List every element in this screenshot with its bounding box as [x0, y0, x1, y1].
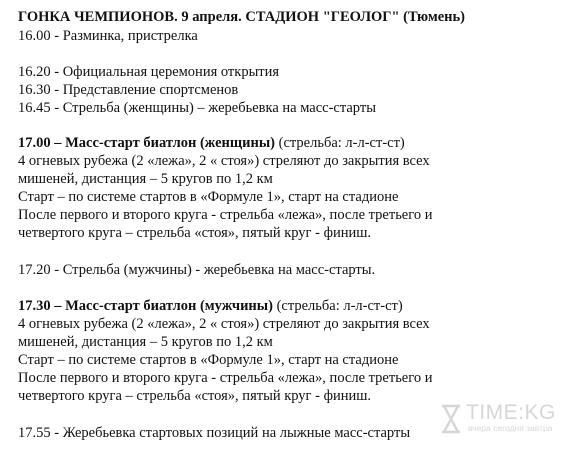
race-shooting-order: (стрельба: л-л-ст-ст) [275, 135, 405, 151]
watermark-brand: TIME:KG [466, 401, 556, 424]
item-text: - Официальная церемония открытия [50, 64, 280, 80]
race-description-line: четвертого круга – стрельба «стоя», пятый круг - финиш. [18, 388, 372, 404]
item-text: - Представление спортсменов [50, 82, 239, 98]
event-title: ГОНКА ЧЕМПИОНОВ. 9 апреля. СТАДИОН "ГЕОЛОГ" (Тюмень) [18, 9, 466, 25]
schedule-item-athletes [18, 81, 238, 99]
hourglass-icon [440, 404, 462, 434]
item-text: - Жеребьевка стартовых позиций на лыжные масс-старты [50, 425, 411, 441]
item-time: 16.45 [18, 100, 51, 116]
race-description-line: 4 огневых рубежа (2 «лежа», 2 « стоя») стреляют до закрытия всех [18, 316, 430, 332]
race-description-line: После первого и второго круга - стрельба «лежа», после третьего и [18, 207, 433, 223]
race-title: 17.00 – Масс-старт биатлон (женщины) [18, 135, 276, 151]
race-shooting-order: (стрельба: л-л-ст-ст) [272, 298, 403, 314]
item-time: 16.30 [18, 82, 51, 98]
item-time: 16.20 [18, 64, 51, 80]
schedule-item-men-shooting [18, 261, 375, 279]
item-text: - Стрельба (мужчины) - жеребьевка на масс-старты. [50, 262, 376, 278]
race-description-line: 4 огневых рубежа (2 «лежа», 2 « стоя») стреляют до закрытия всех [18, 153, 430, 169]
race-description-line: После первого и второго круга - стрельба «лежа», после третьего и [18, 370, 433, 386]
watermark [434, 401, 562, 437]
item-time: 17.20 [18, 262, 51, 278]
schedule-item-men-race [18, 297, 403, 315]
race-description-line: Старт – по системе стартов в «Формуле 1», старт на стадионе [18, 189, 399, 205]
watermark-tagline: вчера сегодня завтра [468, 423, 553, 433]
item-text: - Стрельба (женщины) – жеребьевка на масс-старты [50, 100, 376, 116]
race-description-line: Старт – по системе стартов в «Формуле 1», старт на стадионе [18, 352, 399, 368]
schedule-item-women-shooting [18, 99, 376, 117]
item-time: 17.55 [18, 425, 51, 441]
item-time: 16.00 [18, 28, 51, 44]
race-description-line: мишеней, дистанция – 5 кругов по 1,2 км [18, 171, 273, 187]
schedule-item-opening [18, 63, 279, 81]
schedule-item-warmup [18, 27, 198, 45]
race-title: 17.30 – Масс-старт биатлон (мужчины) [18, 298, 273, 314]
item-text: - Разминка, пристрелка [50, 28, 198, 44]
schedule-item-ski-draw [18, 424, 410, 442]
schedule-item-women-race [18, 134, 405, 152]
race-description-line: мишеней, дистанция – 5 кругов по 1,2 км [18, 334, 273, 350]
race-description-line: четвертого круга – стрельба «стоя», пятый круг - финиш. [18, 225, 372, 241]
